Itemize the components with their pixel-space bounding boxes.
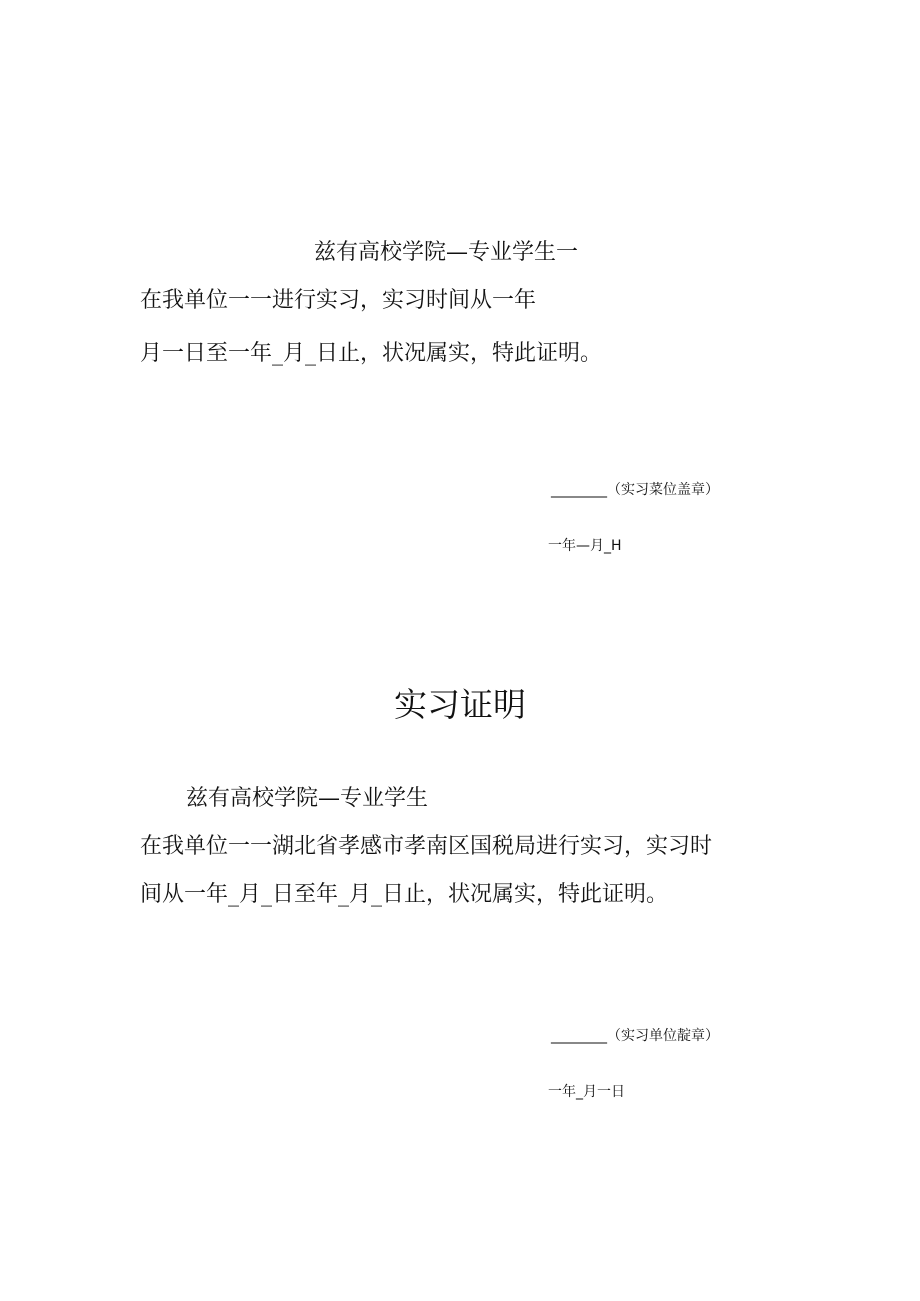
certificate-2-stamp-line: ________（实习单位靛章）	[551, 1028, 719, 1044]
certificate-1-body-line-1: 在我单位一一进行实习，实习时间从一年	[140, 288, 537, 313]
certificate-1-date-line: 一年—月_H	[548, 538, 622, 554]
certificate-2-intro-line: 兹有高校学院—专业学生	[186, 786, 429, 811]
certificate-1-body-line-2: 月一日至一年_月_日止，状况属实，特此证明。	[140, 341, 603, 366]
certificate-2-body-line-1: 在我单位一一湖北省孝感市孝南区国税局进行实习，实习时	[140, 834, 713, 859]
certificate-2-body-line-2: 间从一年_月_日至年_月_日止，状况属实，特此证明。	[140, 882, 669, 907]
certificate-1-stamp-line: ________（实习菜位盖章）	[551, 482, 719, 498]
certificate-1-intro-line: 兹有高校学院—专业学生一	[314, 240, 579, 265]
certificate-2-date-line: 一年_月一日	[548, 1084, 625, 1100]
certificate-2-title: 实习证明	[394, 685, 526, 724]
